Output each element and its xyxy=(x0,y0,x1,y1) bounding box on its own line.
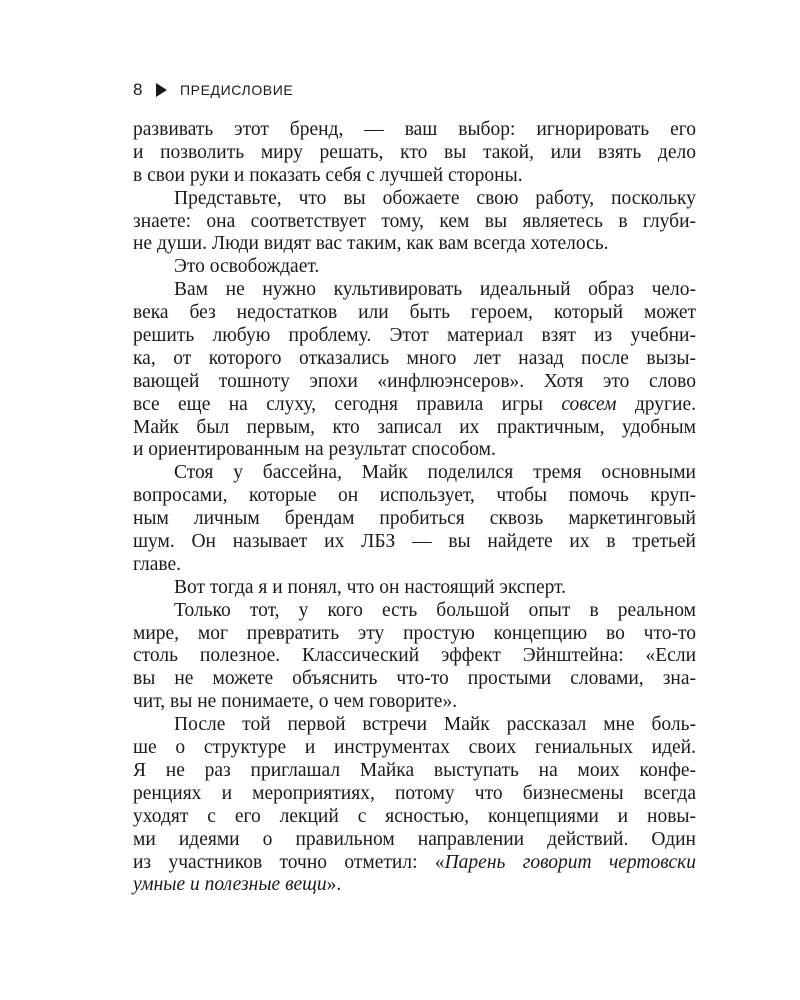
line-text: развивать этот бренд, — ваш выбор: игнорировать его xyxy=(133,119,696,140)
line-text: Я не раз приглашал Майка выступать на моих конфе- xyxy=(133,759,696,781)
text-line xyxy=(133,165,696,188)
text-line xyxy=(133,737,696,760)
text-line xyxy=(133,806,696,829)
text-line xyxy=(133,348,696,371)
line-text: Майк был первым, кто записал их практичным, удобным xyxy=(133,416,696,438)
section-title: ПРЕДИСЛОВИЕ xyxy=(180,82,294,98)
line-text: из участников точно отметил: « xyxy=(133,851,445,873)
line-text: мире, мог превратить эту простую концепцию во что-то xyxy=(133,622,696,644)
text-line xyxy=(133,760,696,783)
line-text: шум. Он называет их ЛБЗ — вы найдете их в третьей xyxy=(133,531,696,553)
line-text: и ориентированным на результат способом. xyxy=(133,439,496,461)
line-text: не души. Люди видят вас таким, как вам всегда хотелось. xyxy=(133,233,609,255)
text-line xyxy=(133,462,696,485)
line-text: все еще на слуху, сегодня правила игры xyxy=(133,393,562,415)
line-text: ше о структуре и инструментах своих гениальных идей. xyxy=(133,737,696,759)
text-line xyxy=(133,188,696,211)
text-line xyxy=(133,829,696,852)
text-line xyxy=(133,577,696,600)
text-line xyxy=(133,783,696,806)
text-line xyxy=(133,485,696,508)
line-text: и позволить миру решать, кто вы такой, или взять дело xyxy=(133,141,696,163)
line-text: ренциях и мероприятиях, потому что бизнесмены всегда xyxy=(133,782,696,804)
text-line xyxy=(133,508,696,531)
line-text: вы не можете объяснить что-то простыми словами, зна- xyxy=(133,668,696,690)
text-line xyxy=(133,668,696,691)
text-line xyxy=(133,623,696,646)
text-line xyxy=(133,852,696,875)
triangle-right-icon xyxy=(156,83,167,97)
text-line xyxy=(133,691,696,714)
text-line xyxy=(133,302,696,325)
line-text: главе. xyxy=(133,553,182,575)
text-line xyxy=(133,142,696,165)
line-text: ка, от которого отказались много лет назад после вызы- xyxy=(133,347,696,369)
text-line xyxy=(133,371,696,394)
text-line xyxy=(133,439,696,462)
text-line xyxy=(133,645,696,668)
text-line xyxy=(133,394,696,417)
line-text: столь полезное. Классический эффект Эйнштейна: «Если xyxy=(133,645,696,667)
text-line xyxy=(133,233,696,256)
text-line xyxy=(133,714,696,737)
line-text: чит, вы не понимаете, о чем говорите». xyxy=(133,691,458,713)
line-text: Представьте, что вы обожаете свою работу, поскольку xyxy=(174,187,696,209)
text-line xyxy=(133,531,696,554)
text-line xyxy=(133,600,696,623)
line-text: Только тот, у кого есть большой опыт в реальном xyxy=(174,599,696,621)
line-text: После той первой встречи Майк рассказал мне боль- xyxy=(174,714,696,736)
line-text: Вот тогда я и понял, что он настоящий эксперт. xyxy=(174,576,567,598)
text-line xyxy=(133,874,696,897)
line-text-tail: ». xyxy=(326,874,342,896)
text-line xyxy=(133,554,696,577)
text-line xyxy=(133,119,696,142)
text-line xyxy=(133,211,696,234)
line-text: Это освобождает. xyxy=(174,256,320,278)
line-text: века без недостатков или быть героем, который может xyxy=(133,302,696,324)
emphasis-text: совсем xyxy=(561,393,617,415)
line-text: ми идеями о правильном направлении действий. Один xyxy=(133,828,696,850)
line-text: уходят с его лекций с ясностью, концепциями и новы- xyxy=(133,805,696,827)
emphasis-text: умные и полезные вещи xyxy=(133,874,327,896)
emphasis-text: Парень говорит чертовски xyxy=(444,851,696,873)
line-text: Вам не нужно культивировать идеальный образ чело- xyxy=(174,279,696,301)
line-text-tail: другие. xyxy=(616,393,696,415)
line-text: в свои руки и показать себя с лучшей стороны. xyxy=(133,164,523,186)
line-text: знаете: она соответствует тому, кем вы являетесь в глуби- xyxy=(133,210,696,232)
text-line xyxy=(133,417,696,440)
body-text xyxy=(133,119,696,897)
text-line xyxy=(133,325,696,348)
line-text: вопросами, которые он использует, чтобы помочь круп- xyxy=(133,485,696,507)
line-text: решить любую проблему. Этот материал взят из учебни- xyxy=(133,325,696,347)
line-text: Стоя у бассейна, Майк поделился тремя основными xyxy=(174,462,696,484)
text-line xyxy=(133,279,696,302)
line-text: вающей тошноту эпохи «инфлюэнсеров». Хотя это слово xyxy=(133,370,696,392)
running-header xyxy=(133,78,293,102)
page-number: 8 xyxy=(133,80,143,99)
line-text: ным личным брендам пробиться сквозь маркетинговый xyxy=(133,508,696,530)
text-line xyxy=(133,256,696,279)
